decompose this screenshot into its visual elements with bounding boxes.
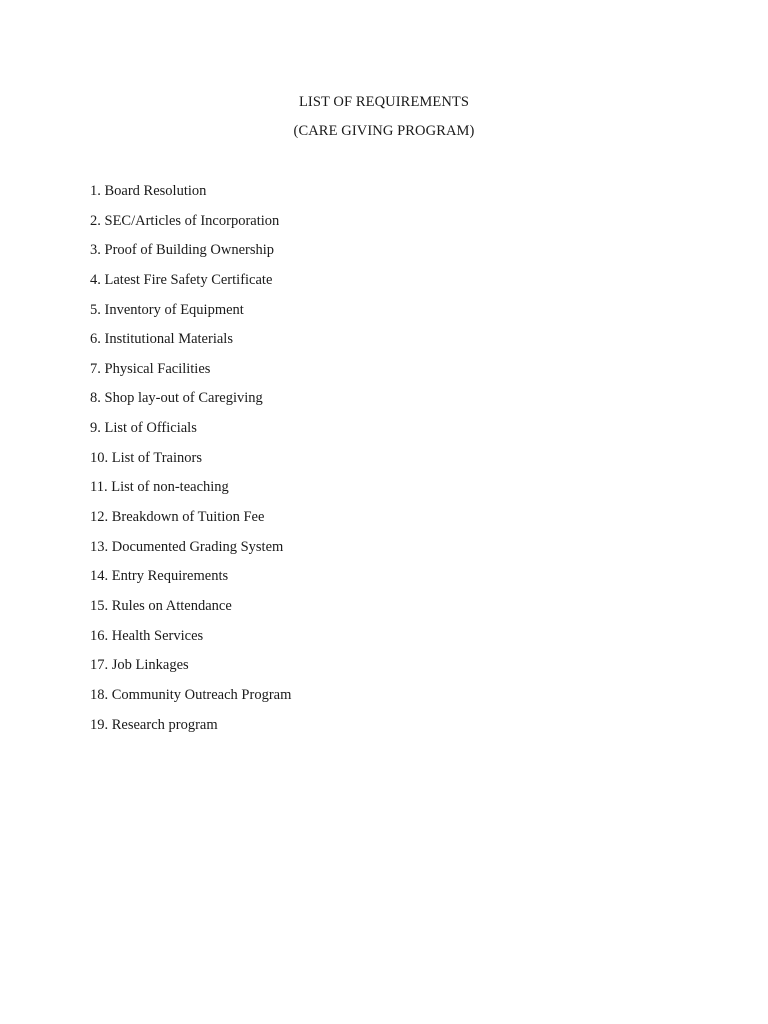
requirement-item: 15. Rules on Attendance: [90, 597, 232, 614]
requirement-item: 9. List of Officials: [90, 420, 197, 437]
requirement-item: 12. Breakdown of Tuition Fee: [90, 509, 265, 526]
document-subtitle: (CARE GIVING PROGRAM): [293, 123, 475, 139]
requirement-item: 8. Shop lay-out of Caregiving: [90, 390, 263, 407]
requirement-item: 2. SEC/Articles of Incorporation: [90, 212, 280, 229]
requirement-item: 1. Board Resolution: [90, 183, 207, 199]
requirement-item: 5. Inventory of Equipment: [90, 301, 244, 318]
requirement-item: 14. Entry Requirements: [90, 568, 229, 585]
requirement-item: 16. Health Services: [90, 627, 204, 644]
requirement-item: 6. Institutional Materials: [90, 331, 233, 348]
requirement-item: 3. Proof of Building Ownership: [90, 242, 275, 259]
requirement-item: 11. List of non-teaching: [90, 479, 229, 496]
requirement-item: 19. Research program: [90, 716, 218, 733]
requirement-item: 10. List of Trainors: [90, 449, 202, 466]
requirement-item: 7. Physical Facilities: [90, 360, 211, 377]
requirement-item: 4. Latest Fire Safety Certificate: [90, 271, 273, 288]
document-title: LIST OF REQUIREMENTS: [298, 94, 470, 110]
requirements-list: [90, 182, 291, 745]
requirement-item: 18. Community Outreach Program: [90, 686, 292, 703]
requirement-item: 17. Job Linkages: [90, 657, 189, 674]
requirement-item: 13. Documented Grading System: [90, 538, 284, 555]
